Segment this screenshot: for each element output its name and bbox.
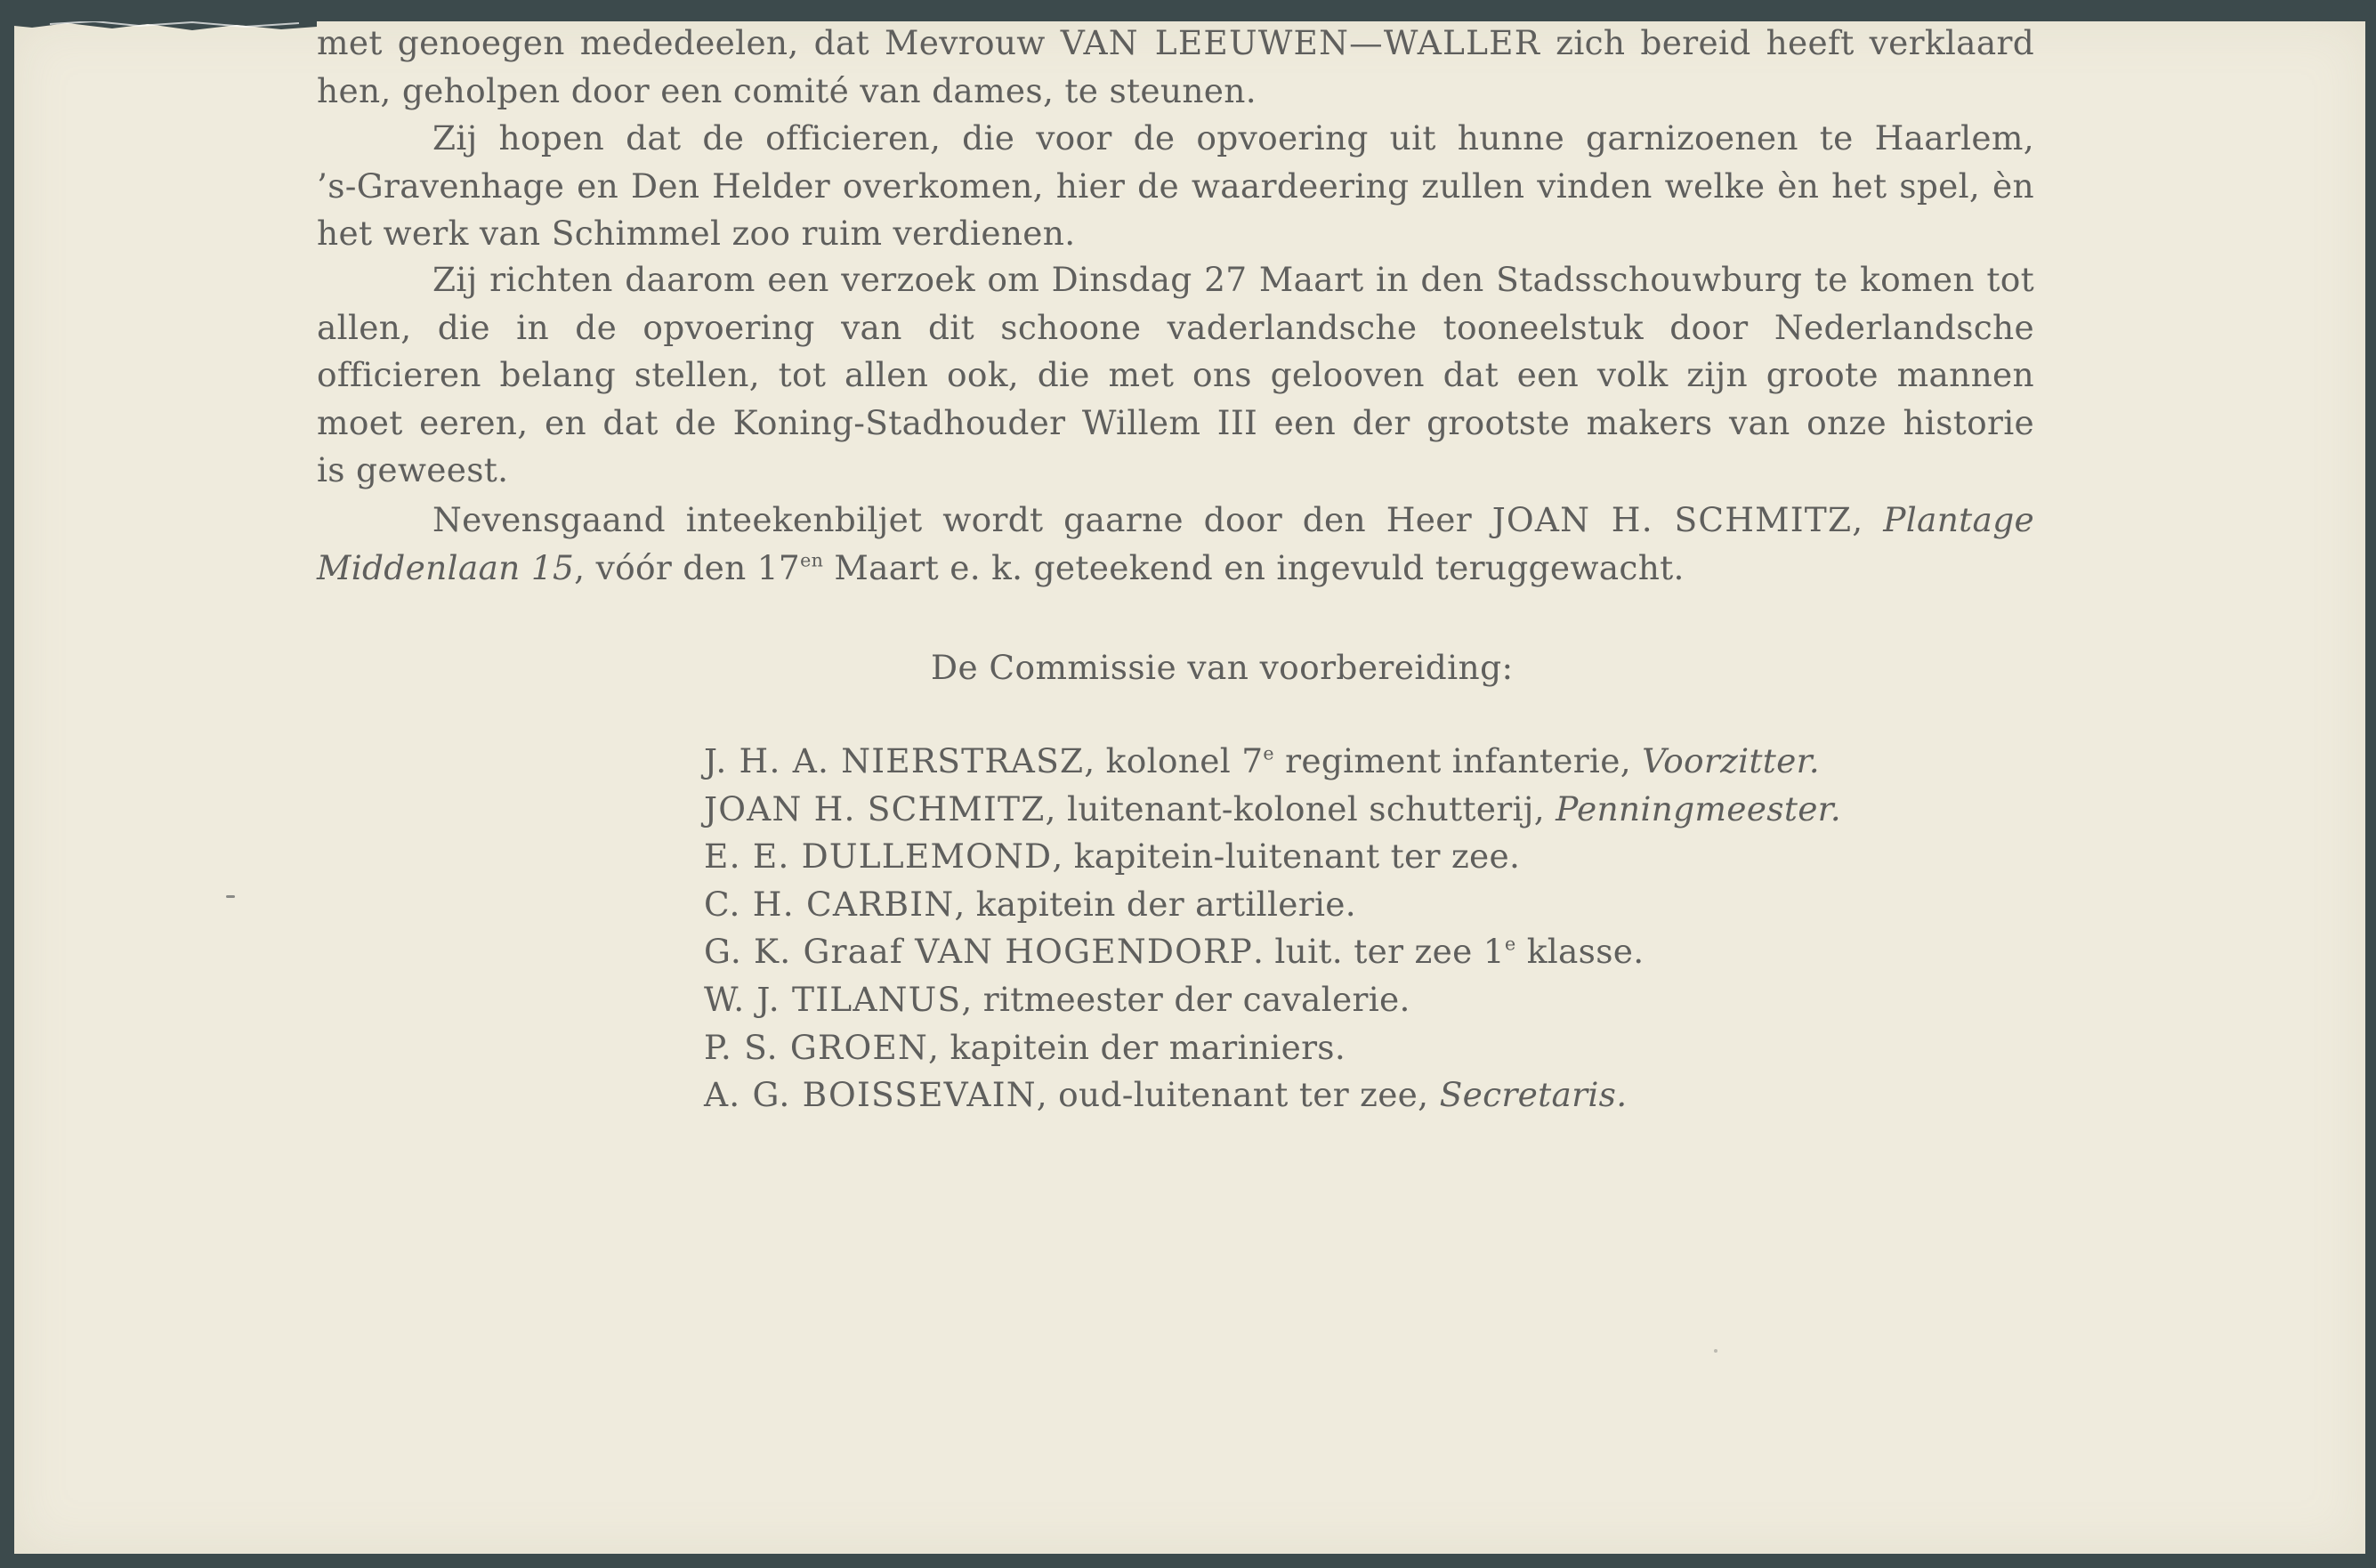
text-line: Zij hopen dat de officieren, die voor de opvoering uit hunne garnizoenen te Haarlem, <box>432 118 2034 158</box>
member-title: , kapitein-luitenant ter zee. <box>1052 837 1521 877</box>
ordinal-suffix: e <box>1263 742 1274 764</box>
commission-member <box>704 1024 1841 1072</box>
member-role: Penningmeester. <box>1556 788 1842 828</box>
commission-heading: De Commissie van voorbereiding: <box>931 648 1514 687</box>
member-title: , kolonel 7 <box>1084 741 1264 780</box>
person-name: JOAN H. SCHMITZ <box>1491 500 1853 539</box>
commission-member <box>704 928 1841 976</box>
member-name: E. E. DULLEMOND <box>704 837 1053 877</box>
member-title: , luitenant-kolonel schutterij, <box>1045 788 1556 828</box>
text-line: allen, die in de opvoering van dit schoone vaderlandsche tooneelstuk door Nederlandsche <box>317 307 2034 347</box>
torn-paper-edge <box>14 21 317 43</box>
commission-member-list <box>704 738 1841 1119</box>
commission-member <box>704 738 1841 786</box>
commission-member <box>704 1071 1841 1119</box>
member-title: . luit. ter zee 1 <box>1252 932 1505 972</box>
ordinal-suffix: e <box>1504 933 1516 955</box>
text-line: ’s-Gravenhage en Den Helder overkomen, hier de waardeering zullen vinden welke èn het spel, èn <box>317 166 2034 206</box>
text-line: het werk van Schimmel zoo ruim verdienen. <box>317 214 1076 253</box>
text-line: Nevensgaand inteekenbiljet wordt gaarne door den Heer JOAN H. SCHMITZ, Plantage <box>432 500 2034 539</box>
member-name: W. J. TILANUS <box>704 979 962 1019</box>
member-name: P. S. GROEN <box>704 1027 928 1067</box>
paragraph-officers <box>317 115 2034 258</box>
letter-page <box>14 21 2365 1554</box>
commission-member <box>704 786 1841 834</box>
text-line: Zij richten daarom een verzoek om Dinsdag 27 Maart in den Stadsschouwburg te komen tot <box>432 260 2034 299</box>
person-name: VAN LEEUWEN—WALLER <box>1060 23 1541 62</box>
text-line: hen, geholpen door een comité van dames, te steunen. <box>317 70 1257 110</box>
address-text: Plantage <box>1883 500 2034 539</box>
member-name: JOAN H. SCHMITZ <box>704 788 1046 828</box>
paper-speck <box>1714 1349 1717 1353</box>
address-text: Middenlaan 15 <box>317 547 575 587</box>
text-line: moet eeren, en dat de Koning-Stadhouder Willem III een der grootste makers van onze historie <box>317 402 2034 442</box>
paragraph-continuation <box>317 21 2034 115</box>
member-role: Voorzitter. <box>1642 741 1820 780</box>
paper-speck <box>226 895 235 898</box>
member-title: klasse. <box>1515 932 1645 972</box>
commission-member <box>704 833 1841 881</box>
text-line: officieren belang stellen, tot allen ook, die met ons gelooven dat een volk zijn groote mannen <box>317 355 2034 394</box>
commission-member <box>704 881 1841 929</box>
member-role: Secretaris. <box>1439 1075 1628 1115</box>
member-title: , kapitein der mariniers. <box>928 1027 1346 1067</box>
member-title: regiment infanterie, <box>1273 741 1643 780</box>
member-title: , ritmeester der cavalerie. <box>961 979 1410 1019</box>
member-title: , oud-luitenant ter zee, <box>1036 1075 1440 1115</box>
member-name: C. H. CARBIN <box>704 884 955 924</box>
text-line: met genoegen mededeelen, dat Mevrouw VAN LEEUWEN—WALLER zich bereid heeft verklaard <box>317 23 2035 62</box>
member-name: A. G. BOISSEVAIN <box>704 1075 1037 1115</box>
paragraph-subscription <box>317 497 2034 592</box>
member-name: J. H. A. NIERSTRASZ <box>704 741 1085 780</box>
commission-member <box>704 976 1841 1024</box>
text-line: is geweest. <box>317 450 509 489</box>
text-line: Middenlaan 15, vóór den $17^{en}$ Maart e. k. geteekend en ingevuld teruggewacht. <box>317 547 1685 587</box>
member-title: , kapitein der artillerie. <box>954 884 1356 924</box>
paragraph-invitation <box>317 256 2034 495</box>
member-name: G. K. Graaf VAN HOGENDORP <box>704 932 1253 972</box>
